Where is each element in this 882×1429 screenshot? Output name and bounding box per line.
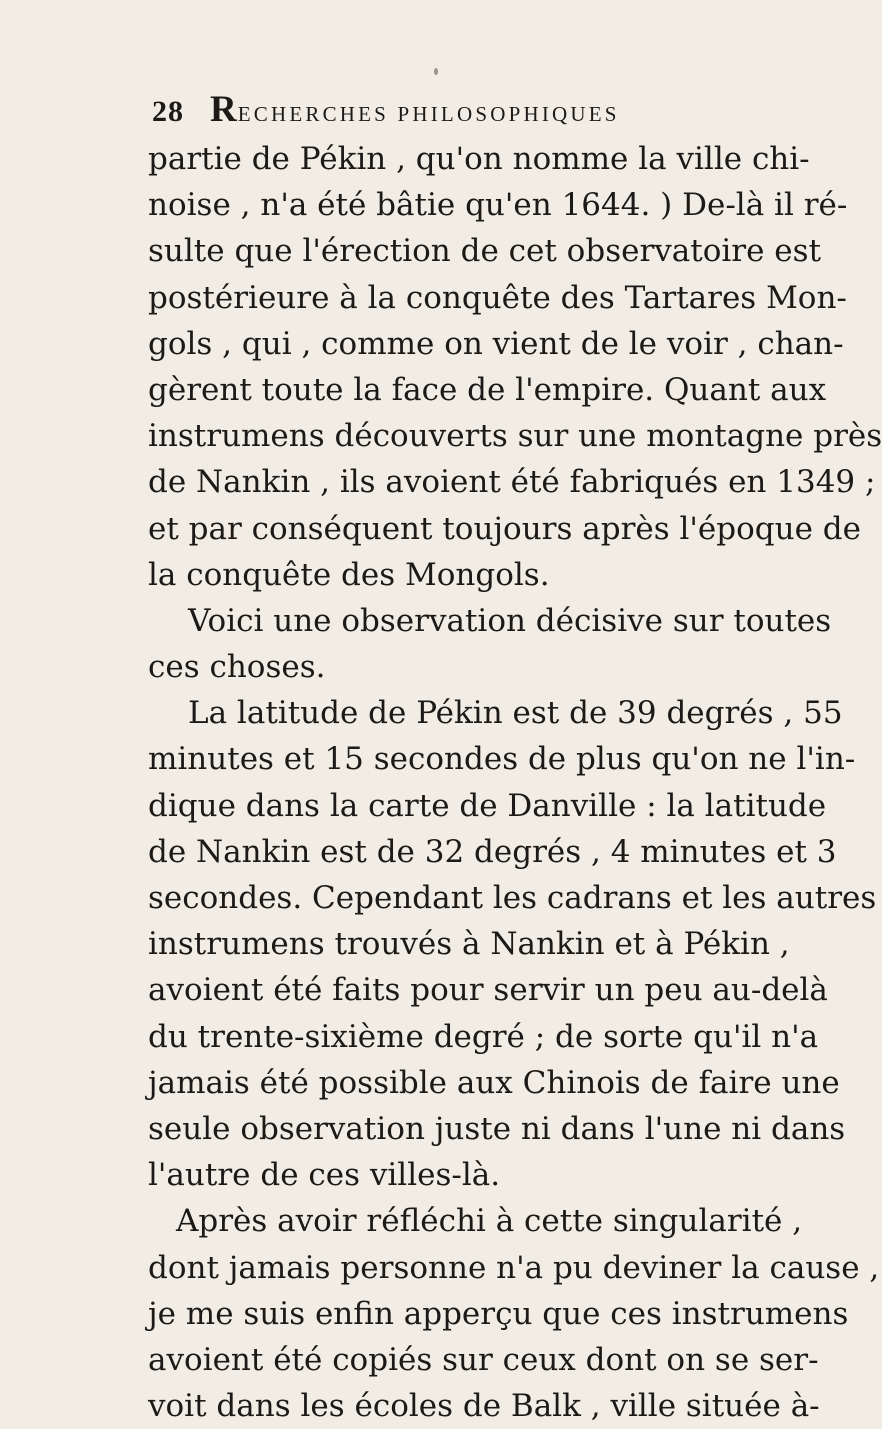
text-line: je me suis enfin apperçu que ces instrumens	[148, 1295, 849, 1332]
text-line: de Nankin est de 32 degrés , 4 minutes et 3	[148, 833, 837, 870]
text-line: secondes. Cependant les cadrans et les autres	[148, 880, 877, 916]
text-line: voit dans les écoles de Balk , ville située à-	[148, 1388, 820, 1425]
text-line: instrumens découverts sur une montagne près	[148, 418, 882, 455]
ink-speck	[434, 68, 438, 75]
text-line: dont jamais personne n'a pu deviner la cause ,	[148, 1249, 880, 1286]
text-line: l'autre de ces villes-là.	[148, 1157, 501, 1194]
text-line: seule observation juste ni dans l'une ni dans	[148, 1110, 846, 1147]
text-line: minutes et 15 secondes de plus qu'on ne l'in-	[148, 741, 856, 778]
text-line: Voici une observation décisive sur toutes	[188, 602, 832, 639]
text-line: avoient été copiés sur ceux dont on se ser-	[148, 1341, 819, 1378]
text-line: partie de Pékin , qu'on nomme la ville chi-	[148, 141, 810, 177]
text-line: ces choses.	[148, 649, 326, 686]
text-line: sulte que l'érection de cet observatoire est	[148, 233, 822, 270]
text-line: Après avoir réfléchi à cette singularité ,	[176, 1203, 803, 1240]
body-text	[148, 136, 882, 1429]
text-line: avoient été faits pour servir un peu au-delà	[148, 972, 828, 1009]
text-line: La latitude de Pékin est de 39 degrés , 55	[188, 695, 843, 732]
text-line: du trente-sixième degré ; de sorte qu'il n'a	[148, 1018, 819, 1055]
text-line: postérieure à la conquête des Tartares Mon-	[148, 279, 847, 316]
text-line: et par conséquent toujours après l'époque de	[148, 510, 861, 547]
running-head-rest: ECHERCHES PHILOSOPHIQUES	[237, 102, 620, 126]
running-head	[210, 88, 620, 131]
text-line: noise , n'a été bâtie qu'en 1644. ) De-là il ré-	[148, 187, 848, 224]
text-line: la conquête des Mongols.	[148, 556, 550, 593]
page-header	[152, 88, 772, 128]
running-head-initial: R	[210, 89, 238, 130]
page-number: 28	[152, 95, 184, 128]
text-line: dique dans la carte de Danville : la latitude	[148, 787, 827, 824]
text-line: de Nankin , ils avoient été fabriqués en 1349 ;	[148, 464, 876, 501]
text-line: instrumens trouvés à Nankin et à Pékin ,	[148, 926, 790, 963]
text-line: jamais été possible aux Chinois de faire une	[148, 1064, 840, 1101]
text-line: gols , qui , comme on vient de le voir , chan-	[148, 325, 844, 362]
text-line: gèrent toute la face de l'empire. Quant aux	[148, 371, 827, 408]
